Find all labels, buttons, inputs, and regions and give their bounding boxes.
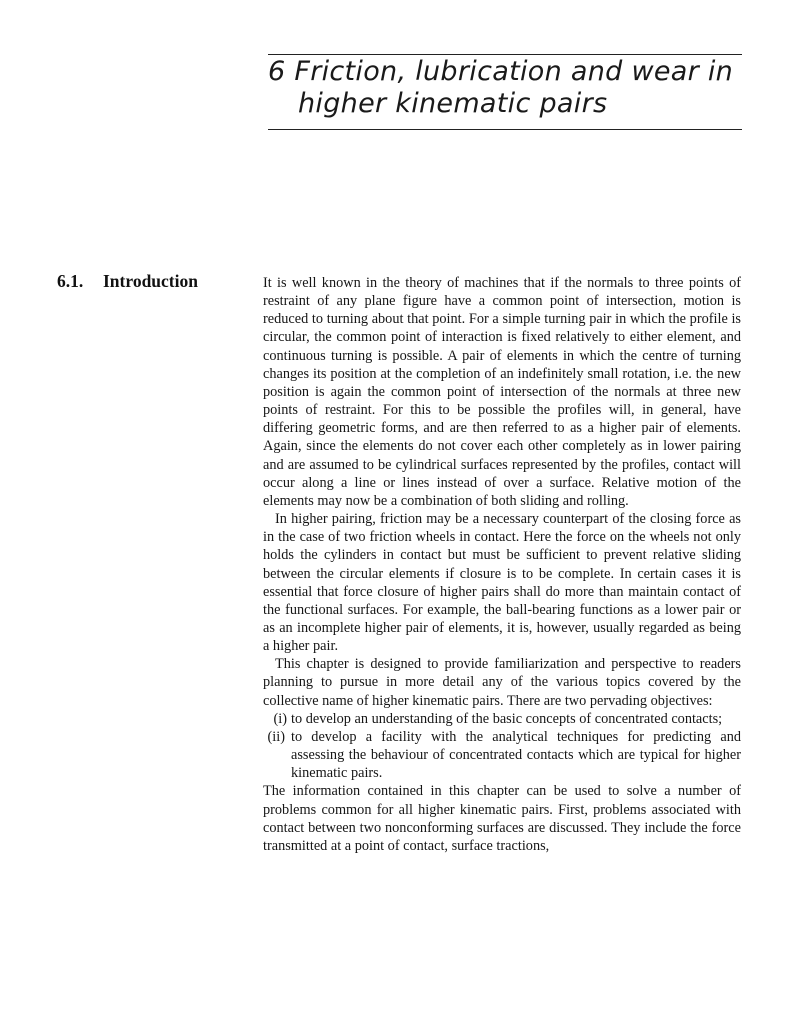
paragraph-2: In higher pairing, friction may be a necessary counterpart of the closing force as in the case of two friction wheels in contact. Here the force on the wheels not only holds the cylinders in contact but must be sufficient to prevent relative sliding between the circular elements if closure is to be complete. In certain cases it is essential that force closure of higher pairs shall do more than maintain contact of the functional surfaces. For example, the ball-bearing functions as a lower pair or as an incomplete higher pair of elements, it is, however, usually regarded as being a higher pair. [263,511,741,655]
paragraph-3: This chapter is designed to provide familiarization and perspective to readers planning to pursue in more detail any of the various topics covered by the collective name of higher kinematic pairs. There are two pervading objectives: [263,656,741,709]
chapter-title [268,56,742,120]
chapter-title-top-rule [268,54,742,55]
objective-list-item-1 [263,710,741,728]
list-marker-1: (i) [273,710,287,727]
list-text-1: to develop an understanding of the basic concepts of concentrated contacts; [291,710,723,727]
objective-list-item-2 [263,728,741,782]
section-title: Introduction [103,271,198,291]
paragraph-1: It is well known in the theory of machines that if the normals to three points of restraint of any plane figure have a common point of intersection, motion is reduced to turning about that point. For a simple turning pair in which the profile is circular, the common point of interaction is fixed relatively to either element, and continuous turning is possible. A pair of elements in which the centre of turning changes its position at the completion of an indefinitely small rotation, i.e. the new position is again the common point of intersection of the normals at three new points of restraint. For this to be possible the profiles will, in general, have differing geometric forms, and are then referred to as a higher pair of elements. Again, since the elements do not cover each other completely as in lower pairing and are assumed to be cylindrical surfaces represented by the profiles, contact will occur along a line or lines instead of over a surface. Relative motion of the elements may now be a combination of both sliding and rolling. [263,275,741,509]
chapter-title-line-2: higher kinematic pairs [298,88,608,119]
chapter-title-line-1: 6 Friction, lubrication and wear in [268,56,734,87]
body-text [263,274,741,855]
section-number: 6.1. [57,271,84,291]
list-marker-2: (ii) [267,728,285,745]
section-heading [57,270,198,292]
chapter-title-bottom-rule [268,129,742,130]
paragraph-4: The information contained in this chapter can be used to solve a number of problems common for all higher kinematic pairs. First, problems associated with contact between two nonconforming surfaces are discussed. They include the force transmitted at a point of contact, surface tractions, [263,783,741,854]
list-text-2: to develop a facility with the analytical techniques for predicting and assessing the behaviour of concentrated contacts which are typical for higher kinematic pairs. [291,728,741,782]
